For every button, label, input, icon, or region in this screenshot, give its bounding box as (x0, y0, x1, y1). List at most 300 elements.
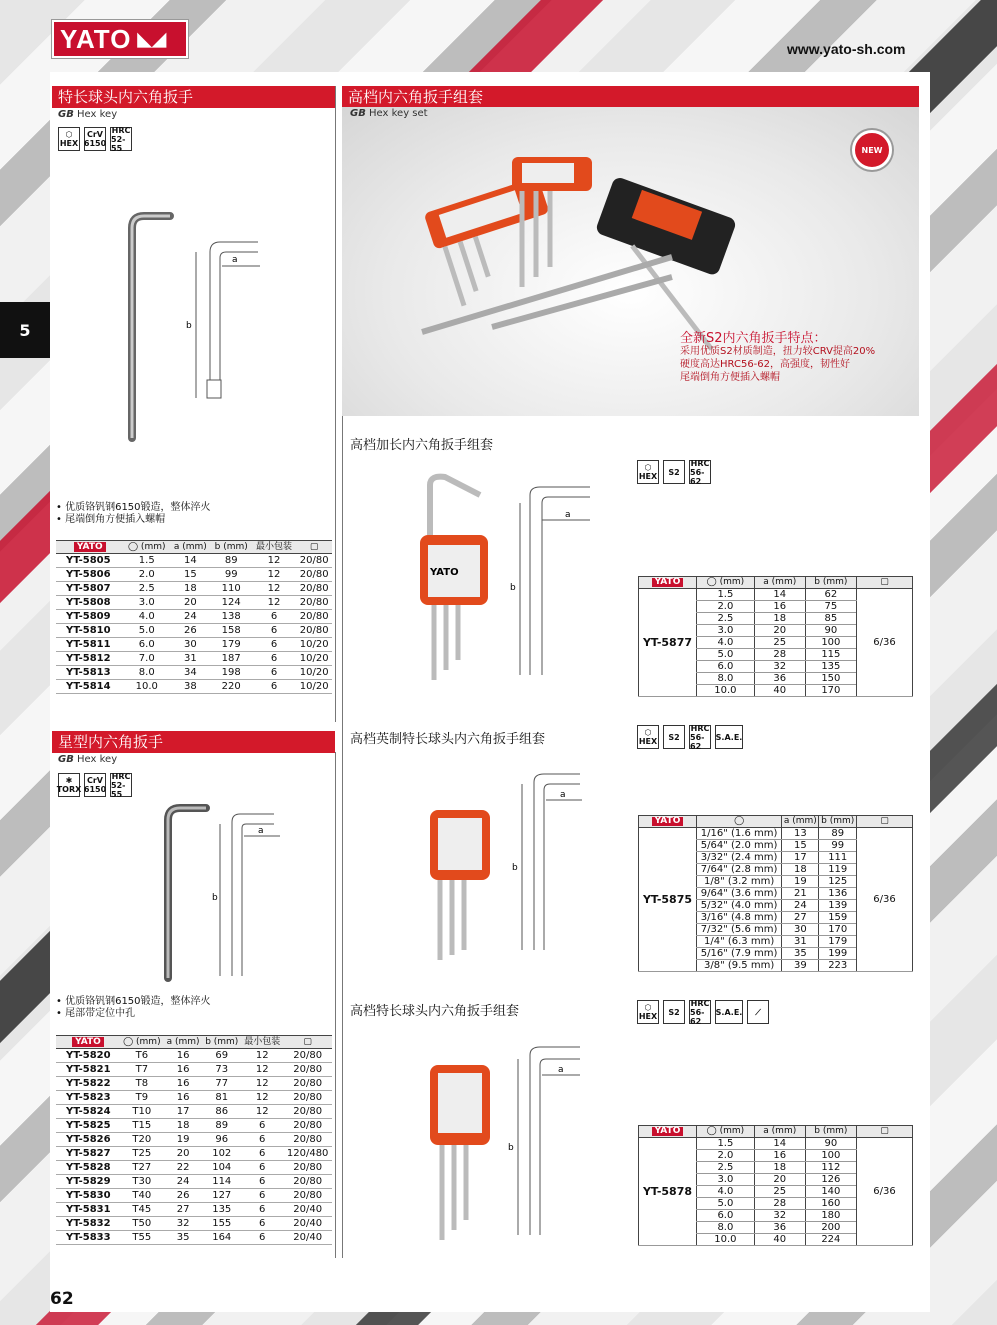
badge-bottom: 52-55 (111, 134, 126, 153)
spec-badge-icon (84, 773, 106, 797)
table-cell: T55 (120, 1231, 164, 1245)
table-row (56, 1161, 332, 1175)
table-cell: 90 (805, 625, 856, 637)
table-cell: T9 (120, 1091, 164, 1105)
table-cell: 100 (805, 637, 856, 649)
table-cell: 20/40 (283, 1231, 332, 1245)
table-row (56, 1203, 332, 1217)
model-cell: YT-5827 (56, 1147, 120, 1161)
column-header (805, 577, 856, 589)
table-cell: 6.0 (697, 661, 755, 673)
badge-top: S2 (668, 1007, 680, 1017)
column-header (857, 1126, 913, 1138)
model-cell: YT-5828 (56, 1161, 120, 1175)
chapter-tab: 5 (0, 302, 50, 358)
table-cell: 27 (782, 912, 819, 924)
brand-header (639, 1126, 697, 1138)
table-cell: 31 (170, 652, 211, 666)
table-cell: 3/32" (2.4 mm) (697, 852, 782, 864)
table-cell: 18 (754, 613, 805, 625)
new-badge: NEW (852, 130, 892, 170)
table-row (56, 1063, 332, 1077)
features-callout (680, 332, 875, 384)
badge-top: HRC (690, 723, 710, 733)
table-cell: 8.0 (697, 673, 755, 685)
badge-top: HRC (111, 771, 131, 781)
table-cell: 24 (170, 610, 211, 624)
table-cell: 21 (782, 888, 819, 900)
model-cell: YT-5829 (56, 1175, 120, 1189)
table-cell: 127 (202, 1189, 241, 1203)
spec-badge-icon (84, 127, 106, 151)
table-cell: 126 (805, 1174, 856, 1186)
table-cell: 10.0 (124, 680, 170, 694)
header-text: ▢ (309, 542, 319, 552)
svg-text:a: a (258, 826, 264, 836)
table-cell: 224 (805, 1234, 856, 1246)
table-row (639, 589, 913, 601)
table-row (56, 1175, 332, 1189)
table-cell: 220 (211, 680, 252, 694)
spec-badge-icon (663, 460, 685, 484)
table-cell: 6 (241, 1119, 283, 1133)
table-cell: 14 (754, 589, 805, 601)
table-row (56, 568, 332, 582)
model-cell: YT-5812 (56, 652, 124, 666)
table-cell: 110 (211, 582, 252, 596)
table-cell: 150 (805, 673, 856, 685)
table-row (639, 1138, 913, 1150)
column-header (857, 577, 913, 589)
table-cell: 16 (164, 1091, 203, 1105)
header-text: b (mm) (814, 577, 848, 587)
spec-badge-icon (689, 1000, 711, 1024)
note-line: • 优质铬钒钢6150锻造，整体淬火 (56, 502, 211, 513)
brand-header (56, 1036, 120, 1049)
gb-label: GB Hex key (58, 109, 118, 120)
column-header (124, 541, 170, 554)
table-cell: 20 (754, 1174, 805, 1186)
header-text: ▢ (880, 1126, 889, 1136)
spec-badge-icon (637, 725, 659, 749)
table-cell: 2.5 (697, 1162, 755, 1174)
table-cell: 69 (202, 1049, 241, 1063)
table-cell: 20/80 (283, 1119, 332, 1133)
features-title: 全新S2内六角扳手特点： (680, 331, 827, 346)
spec-badge-icon (110, 773, 132, 797)
pack-cell: 6/36 (857, 1138, 913, 1246)
table-cell: 10/20 (296, 652, 332, 666)
divider (342, 416, 343, 1258)
yato-logo (52, 20, 188, 58)
spec-badge-icon (663, 1000, 685, 1024)
table-row (56, 582, 332, 596)
table-cell: 120/480 (283, 1147, 332, 1161)
badge-top: ⟋ (755, 1007, 761, 1017)
table-cell: 6 (241, 1217, 283, 1231)
table-cell: 16 (164, 1049, 203, 1063)
ball-hex-long-set-illustration (420, 1025, 600, 1250)
section-title-ball-hex-key: 特长球头内六角扳手 (52, 86, 335, 108)
table-cell: 5/16" (7.9 mm) (697, 948, 782, 960)
model-cell: YT-5814 (56, 680, 124, 694)
spec-badge-icon (689, 725, 711, 749)
svg-text:b: b (510, 583, 516, 593)
svg-text:a: a (558, 1065, 564, 1075)
table-cell: 22 (164, 1161, 203, 1175)
svg-text:a: a (560, 790, 566, 800)
table-cell: 20/80 (283, 1049, 332, 1063)
table-cell: 2.0 (124, 568, 170, 582)
torx-key-illustration (150, 800, 300, 990)
table-cell: 75 (805, 601, 856, 613)
header-text: YATO (652, 817, 684, 826)
model-cell: YT-5824 (56, 1105, 120, 1119)
model-cell: YT-5807 (56, 582, 124, 596)
column-header (697, 1126, 755, 1138)
table-cell: 25 (754, 637, 805, 649)
table-cell: 12 (241, 1105, 283, 1119)
spec-badge-icon (689, 460, 711, 484)
header-text: ◯ (mm) (123, 1037, 161, 1047)
table-cell: 5/32" (4.0 mm) (697, 900, 782, 912)
table-cell: 20/80 (283, 1077, 332, 1091)
header-text: a (mm) (763, 577, 797, 587)
svg-text:a: a (232, 255, 238, 265)
model-cell: YT-5823 (56, 1091, 120, 1105)
badge-top: S.A.E. (715, 1007, 743, 1017)
table-cell: 20 (170, 596, 211, 610)
header-text: 最小包装 (256, 542, 293, 552)
table-cell: 2.5 (124, 582, 170, 596)
table-cell: 26 (164, 1189, 203, 1203)
website-url[interactable]: www.yato-sh.com (787, 41, 906, 57)
spec-badge-icon (663, 725, 685, 749)
table-cell: 179 (211, 638, 252, 652)
table-cell: 2.5 (697, 613, 755, 625)
table-cell: 6 (241, 1161, 283, 1175)
note-line: • 优质铬钒钢6150锻造，整体淬火 (56, 996, 211, 1007)
table-cell: 32 (754, 661, 805, 673)
table-row (56, 1049, 332, 1063)
badge-bottom: HEX (59, 139, 79, 148)
badge-bottom: HEX (638, 472, 658, 481)
table-cell: 5.0 (697, 1198, 755, 1210)
table-cell: 20 (164, 1147, 203, 1161)
long-hex-set-illustration (400, 465, 600, 690)
table-cell: 77 (202, 1077, 241, 1091)
table-cell: T45 (120, 1203, 164, 1217)
table-cell: 14 (754, 1138, 805, 1150)
table-cell: 3.0 (124, 596, 170, 610)
badge-top: ✱ (65, 776, 73, 785)
spec-badge-icon (58, 773, 80, 797)
table-cell: 25 (754, 1186, 805, 1198)
table-cell: 4.0 (697, 637, 755, 649)
table-cell: 164 (202, 1231, 241, 1245)
table-cell: 1/4" (6.3 mm) (697, 936, 782, 948)
badge-bottom: HEX (638, 1012, 658, 1021)
logo-mark-icon: ◣◢ (137, 28, 168, 49)
section-title-hex-key-set: 高档内六角扳手组套 (342, 86, 919, 108)
table-cell: 19 (164, 1133, 203, 1147)
table-cell: 30 (782, 924, 819, 936)
header-text: YATO (74, 542, 106, 552)
column-header (296, 541, 332, 554)
header-text: YATO (72, 1037, 104, 1047)
header-text: ▢ (880, 577, 889, 587)
column-header (697, 577, 755, 589)
badge-bottom: TORX (56, 785, 82, 794)
table-cell: 8.0 (697, 1222, 755, 1234)
table-cell: 16 (164, 1063, 203, 1077)
table-row (56, 1217, 332, 1231)
table-cell: 12 (252, 582, 297, 596)
table-cell: 96 (202, 1133, 241, 1147)
spec-icons (637, 1000, 769, 1024)
table-cell: 6 (252, 610, 297, 624)
table-cell: 5.0 (124, 624, 170, 638)
table-row (56, 1231, 332, 1245)
column-header (283, 1036, 332, 1049)
table-cell: 12 (241, 1091, 283, 1105)
product-notes (56, 502, 211, 526)
table-cell: 6 (252, 638, 297, 652)
table-cell: 10.0 (697, 685, 755, 697)
table-cell: T6 (120, 1049, 164, 1063)
spec-icons (58, 773, 132, 797)
table-cell: 10/20 (296, 638, 332, 652)
table-cell: 18 (170, 582, 211, 596)
table-cell: 104 (202, 1161, 241, 1175)
table-cell: 89 (202, 1119, 241, 1133)
table-cell: 20/80 (296, 596, 332, 610)
table-cell: 6 (252, 666, 297, 680)
model-cell: YT-5813 (56, 666, 124, 680)
column-header (164, 1036, 203, 1049)
table-cell: 99 (819, 840, 857, 852)
model-cell: YT-5806 (56, 568, 124, 582)
table-cell: 3/16" (4.8 mm) (697, 912, 782, 924)
table-cell: 102 (202, 1147, 241, 1161)
column-header (241, 1036, 283, 1049)
table-cell: 18 (164, 1119, 203, 1133)
spec-badge-icon (637, 1000, 659, 1024)
header-text: 最小包装 (244, 1037, 281, 1047)
spec-badge-icon (715, 725, 743, 749)
model-cell: YT-5809 (56, 610, 124, 624)
table-cell: 20/80 (296, 624, 332, 638)
table-cell: 5.0 (697, 649, 755, 661)
table-cell: 6 (241, 1231, 283, 1245)
table-row (56, 652, 332, 666)
table-cell: 15 (782, 840, 819, 852)
spec-table-set-5878 (638, 1125, 913, 1246)
table-cell: T40 (120, 1189, 164, 1203)
table-cell: 20/80 (296, 554, 332, 568)
pack-cell: 6/36 (857, 589, 913, 697)
table-row (56, 1091, 332, 1105)
ball-hex-key-illustration (110, 200, 290, 450)
table-cell: 40 (754, 685, 805, 697)
model-cell: YT-5820 (56, 1049, 120, 1063)
badge-top: S2 (668, 467, 680, 477)
spec-badge-icon (715, 1000, 743, 1024)
badge-bottom: 6150 (83, 139, 107, 148)
spec-table-torx (56, 1035, 332, 1245)
table-cell: 12 (241, 1077, 283, 1091)
svg-text:b: b (186, 321, 192, 331)
badge-top: CrV (86, 776, 103, 785)
table-cell: 62 (805, 589, 856, 601)
table-cell: 7/64" (2.8 mm) (697, 864, 782, 876)
spec-badge-icon (58, 127, 80, 151)
table-cell: 20/80 (283, 1063, 332, 1077)
column-header (754, 1126, 805, 1138)
table-cell: 5/64" (2.0 mm) (697, 840, 782, 852)
table-cell: 35 (164, 1231, 203, 1245)
set-title-ball-hex-long: 高档特长球头内六角扳手组套 (350, 1004, 520, 1019)
model-cell: YT-5811 (56, 638, 124, 652)
table-cell: 1.5 (697, 589, 755, 601)
table-row (56, 680, 332, 694)
table-cell: 12 (252, 596, 297, 610)
table-cell: 20/80 (283, 1133, 332, 1147)
model-cell: YT-5808 (56, 596, 124, 610)
svg-text:a: a (565, 510, 571, 520)
model-cell: YT-5830 (56, 1189, 120, 1203)
table-row (56, 1119, 332, 1133)
table-cell: 1/16" (1.6 mm) (697, 828, 782, 840)
table-cell: 199 (819, 948, 857, 960)
model-cell: YT-5831 (56, 1203, 120, 1217)
table-cell: 140 (805, 1186, 856, 1198)
spec-table-ball-hex (56, 540, 332, 694)
table-cell: 34 (170, 666, 211, 680)
brand-header (639, 816, 697, 828)
table-cell: 90 (805, 1138, 856, 1150)
table-cell: 135 (805, 661, 856, 673)
table-cell: 20/80 (296, 610, 332, 624)
model-cell: YT-5822 (56, 1077, 120, 1091)
table-cell: 18 (782, 864, 819, 876)
table-cell: 16 (754, 1150, 805, 1162)
column-header (782, 816, 819, 828)
badge-top: CrV (86, 130, 103, 139)
table-cell: 6 (241, 1147, 283, 1161)
set-title-long-hex: 高档加长内六角扳手组套 (350, 438, 494, 453)
badge-top: ⬡ (644, 728, 652, 737)
badge-top: HRC (111, 125, 131, 135)
table-cell: T15 (120, 1119, 164, 1133)
table-cell: 159 (819, 912, 857, 924)
table-cell: 89 (819, 828, 857, 840)
table-cell: 18 (754, 1162, 805, 1174)
table-row (56, 666, 332, 680)
brand-header (639, 577, 697, 589)
table-cell: 26 (170, 624, 211, 638)
table-row (56, 1133, 332, 1147)
table-cell: 223 (819, 960, 857, 972)
header-text: ◯ (mm) (128, 542, 166, 552)
table-cell: 20 (754, 625, 805, 637)
svg-text:b: b (512, 863, 518, 873)
table-cell: 6 (252, 624, 297, 638)
table-cell: 111 (819, 852, 857, 864)
table-cell: 20/80 (283, 1175, 332, 1189)
table-cell: 119 (819, 864, 857, 876)
table-cell: 20/80 (296, 568, 332, 582)
svg-text:b: b (212, 893, 218, 903)
table-cell: 6 (241, 1175, 283, 1189)
table-cell: 32 (754, 1210, 805, 1222)
table-row (56, 596, 332, 610)
header-text: ◯ (734, 816, 745, 826)
table-cell: 30 (170, 638, 211, 652)
header-text: YATO (652, 578, 684, 587)
feature-line: 硬度高达HRC56-62，高强度，韧性好 (680, 359, 851, 370)
set-title-sae-ball-hex: 高档英制特长球头内六角扳手组套 (350, 732, 546, 747)
table-cell: T50 (120, 1217, 164, 1231)
table-row (639, 828, 913, 840)
table-row (56, 554, 332, 568)
header-text: b (mm) (205, 1037, 239, 1047)
table-cell: 20/80 (283, 1161, 332, 1175)
table-cell: 73 (202, 1063, 241, 1077)
model-cell: YT-5825 (56, 1119, 120, 1133)
table-cell: 135 (202, 1203, 241, 1217)
table-cell: 40 (754, 1234, 805, 1246)
table-cell: 187 (211, 652, 252, 666)
column-header (819, 816, 857, 828)
spec-table-set-5875 (638, 815, 913, 972)
spec-icons (637, 460, 711, 484)
table-cell: 7.0 (124, 652, 170, 666)
model-cell: YT-5875 (639, 828, 697, 972)
table-cell: 81 (202, 1091, 241, 1105)
gb-label: GB Hex key (58, 754, 118, 765)
table-cell: 17 (164, 1105, 203, 1119)
table-cell: 136 (819, 888, 857, 900)
table-cell: 4.0 (124, 610, 170, 624)
header-text: ▢ (303, 1037, 312, 1047)
spec-badge-icon (747, 1000, 769, 1024)
badge-bottom: HEX (638, 737, 658, 746)
sae-ball-hex-set-illustration (410, 760, 600, 970)
table-cell: 12 (241, 1049, 283, 1063)
header-text: b (mm) (814, 1126, 848, 1136)
model-cell: YT-5826 (56, 1133, 120, 1147)
table-row (56, 1147, 332, 1161)
gb-label: GB Hex key set (350, 108, 428, 119)
table-cell: T10 (120, 1105, 164, 1119)
column-header (754, 577, 805, 589)
header-text: a (mm) (166, 1037, 200, 1047)
spec-badge-icon (110, 127, 132, 151)
column-header (697, 816, 782, 828)
table-cell: 20/80 (296, 582, 332, 596)
table-cell: 1/8" (3.2 mm) (697, 876, 782, 888)
badge-top: S.A.E. (715, 732, 743, 742)
table-cell: 112 (805, 1162, 856, 1174)
table-cell: 14 (170, 554, 211, 568)
spec-table-set-5877 (638, 576, 913, 697)
badge-top: HRC (690, 458, 710, 468)
table-cell: T30 (120, 1175, 164, 1189)
badge-top: ⬡ (644, 463, 652, 472)
section-title-torx-key: 星型内六角扳手 (52, 731, 335, 753)
spec-icons (637, 725, 743, 749)
